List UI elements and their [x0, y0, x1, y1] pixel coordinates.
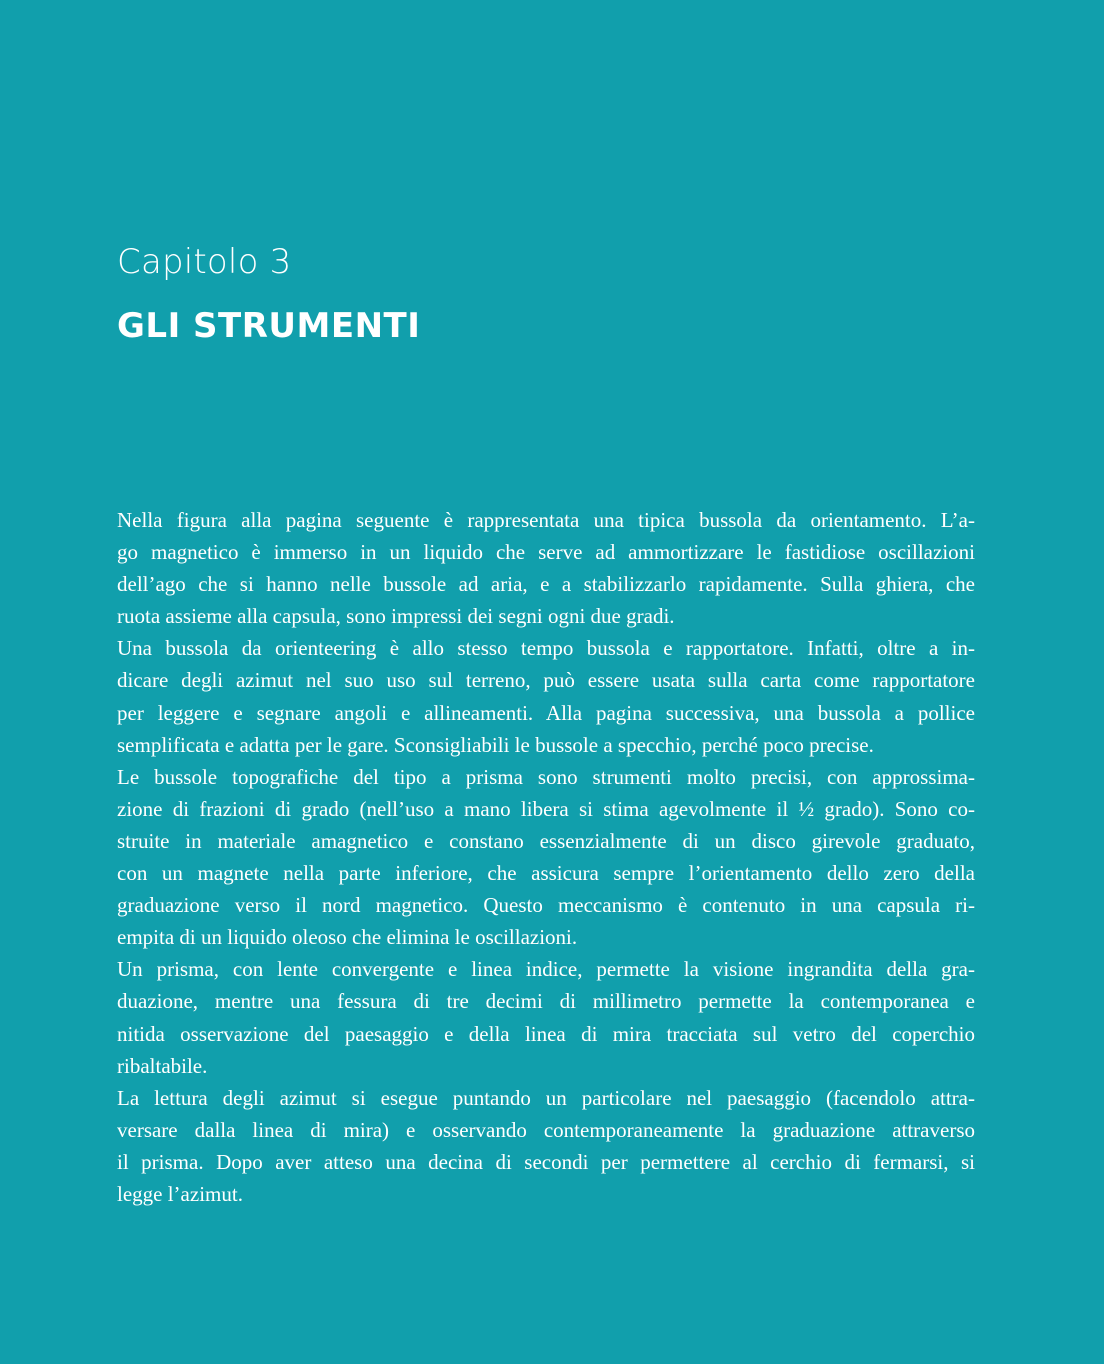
text-line: con un magnete nella parte inferiore, che assicura sempre l’orientamento dello zero della: [117, 861, 975, 886]
text-line: nitida osservazione del paesaggio e della linea di mira tracciata sul vetro del coperchio: [117, 1021, 975, 1046]
text-line: Una bussola da orienteering è allo stesso tempo bussola e rapportatore. Infatti, oltre a in-: [117, 636, 975, 661]
text-line: La lettura degli azimut si esegue puntando un particolare nel paesaggio (facendolo attra-: [117, 1085, 975, 1110]
chapter-title: GLI STRUMENTI: [117, 306, 421, 346]
paragraph-5: [117, 1082, 975, 1210]
text-line: Un prisma, con lente convergente e linea indice, permette la visione ingrandita della gra-: [117, 957, 975, 982]
text-line: graduazione verso il nord magnetico. Questo meccanismo è contenuto in una capsula ri-: [117, 893, 975, 918]
paragraph-4: [117, 953, 975, 1081]
chapter-label: Capitolo 3: [117, 242, 292, 282]
text-line: struite in materiale amagnetico e constano essenzialmente di un disco girevole graduato,: [117, 828, 975, 853]
paragraph-2: [117, 632, 975, 760]
chapter-body: [117, 504, 975, 1210]
text-line: empita di un liquido oleoso che elimina le oscillazioni.: [117, 925, 578, 950]
text-line: per leggere e segnare angoli e allineamenti. Alla pagina successiva, una bussola a pollice: [117, 700, 975, 725]
text-line: il prisma. Dopo aver atteso una decina di secondi per permettere al cerchio di fermarsi, si: [117, 1149, 975, 1174]
text-line: go magnetico è immerso in un liquido che serve ad ammortizzare le fastidiose oscillazioni: [117, 540, 975, 565]
text-line: duazione, mentre una fessura di tre decimi di millimetro permette la contemporanea e: [117, 989, 975, 1014]
text-line: versare dalla linea di mira) e osservando contemporaneamente la graduazione attraverso: [117, 1117, 975, 1142]
text-line: legge l’azimut.: [117, 1181, 243, 1206]
text-line: ruota assieme alla capsula, sono impressi dei segni ogni due gradi.: [117, 604, 675, 629]
text-line: Le bussole topografiche del tipo a prisma sono strumenti molto precisi, con approssima-: [117, 764, 975, 789]
paragraph-3: [117, 761, 975, 954]
text-line: zione di frazioni di grado (nell’uso a mano libera si stima agevolmente il ½ grado). Sono co-: [117, 796, 975, 821]
text-line: Nella figura alla pagina seguente è rappresentata una tipica bussola da orientamento. L’a-: [117, 508, 975, 532]
text-line: ribaltabile.: [117, 1053, 208, 1078]
text-line: semplificata e adatta per le gare. Sconsigliabili le bussole a specchio, perché poco precise.: [117, 732, 874, 757]
paragraph-1: [117, 504, 975, 632]
text-line: dell’ago che si hanno nelle bussole ad aria, e a stabilizzarlo rapidamente. Sulla ghiera, che: [117, 572, 975, 597]
text-line: dicare degli azimut nel suo uso sul terreno, può essere usata sulla carta come rapportatore: [117, 668, 975, 693]
